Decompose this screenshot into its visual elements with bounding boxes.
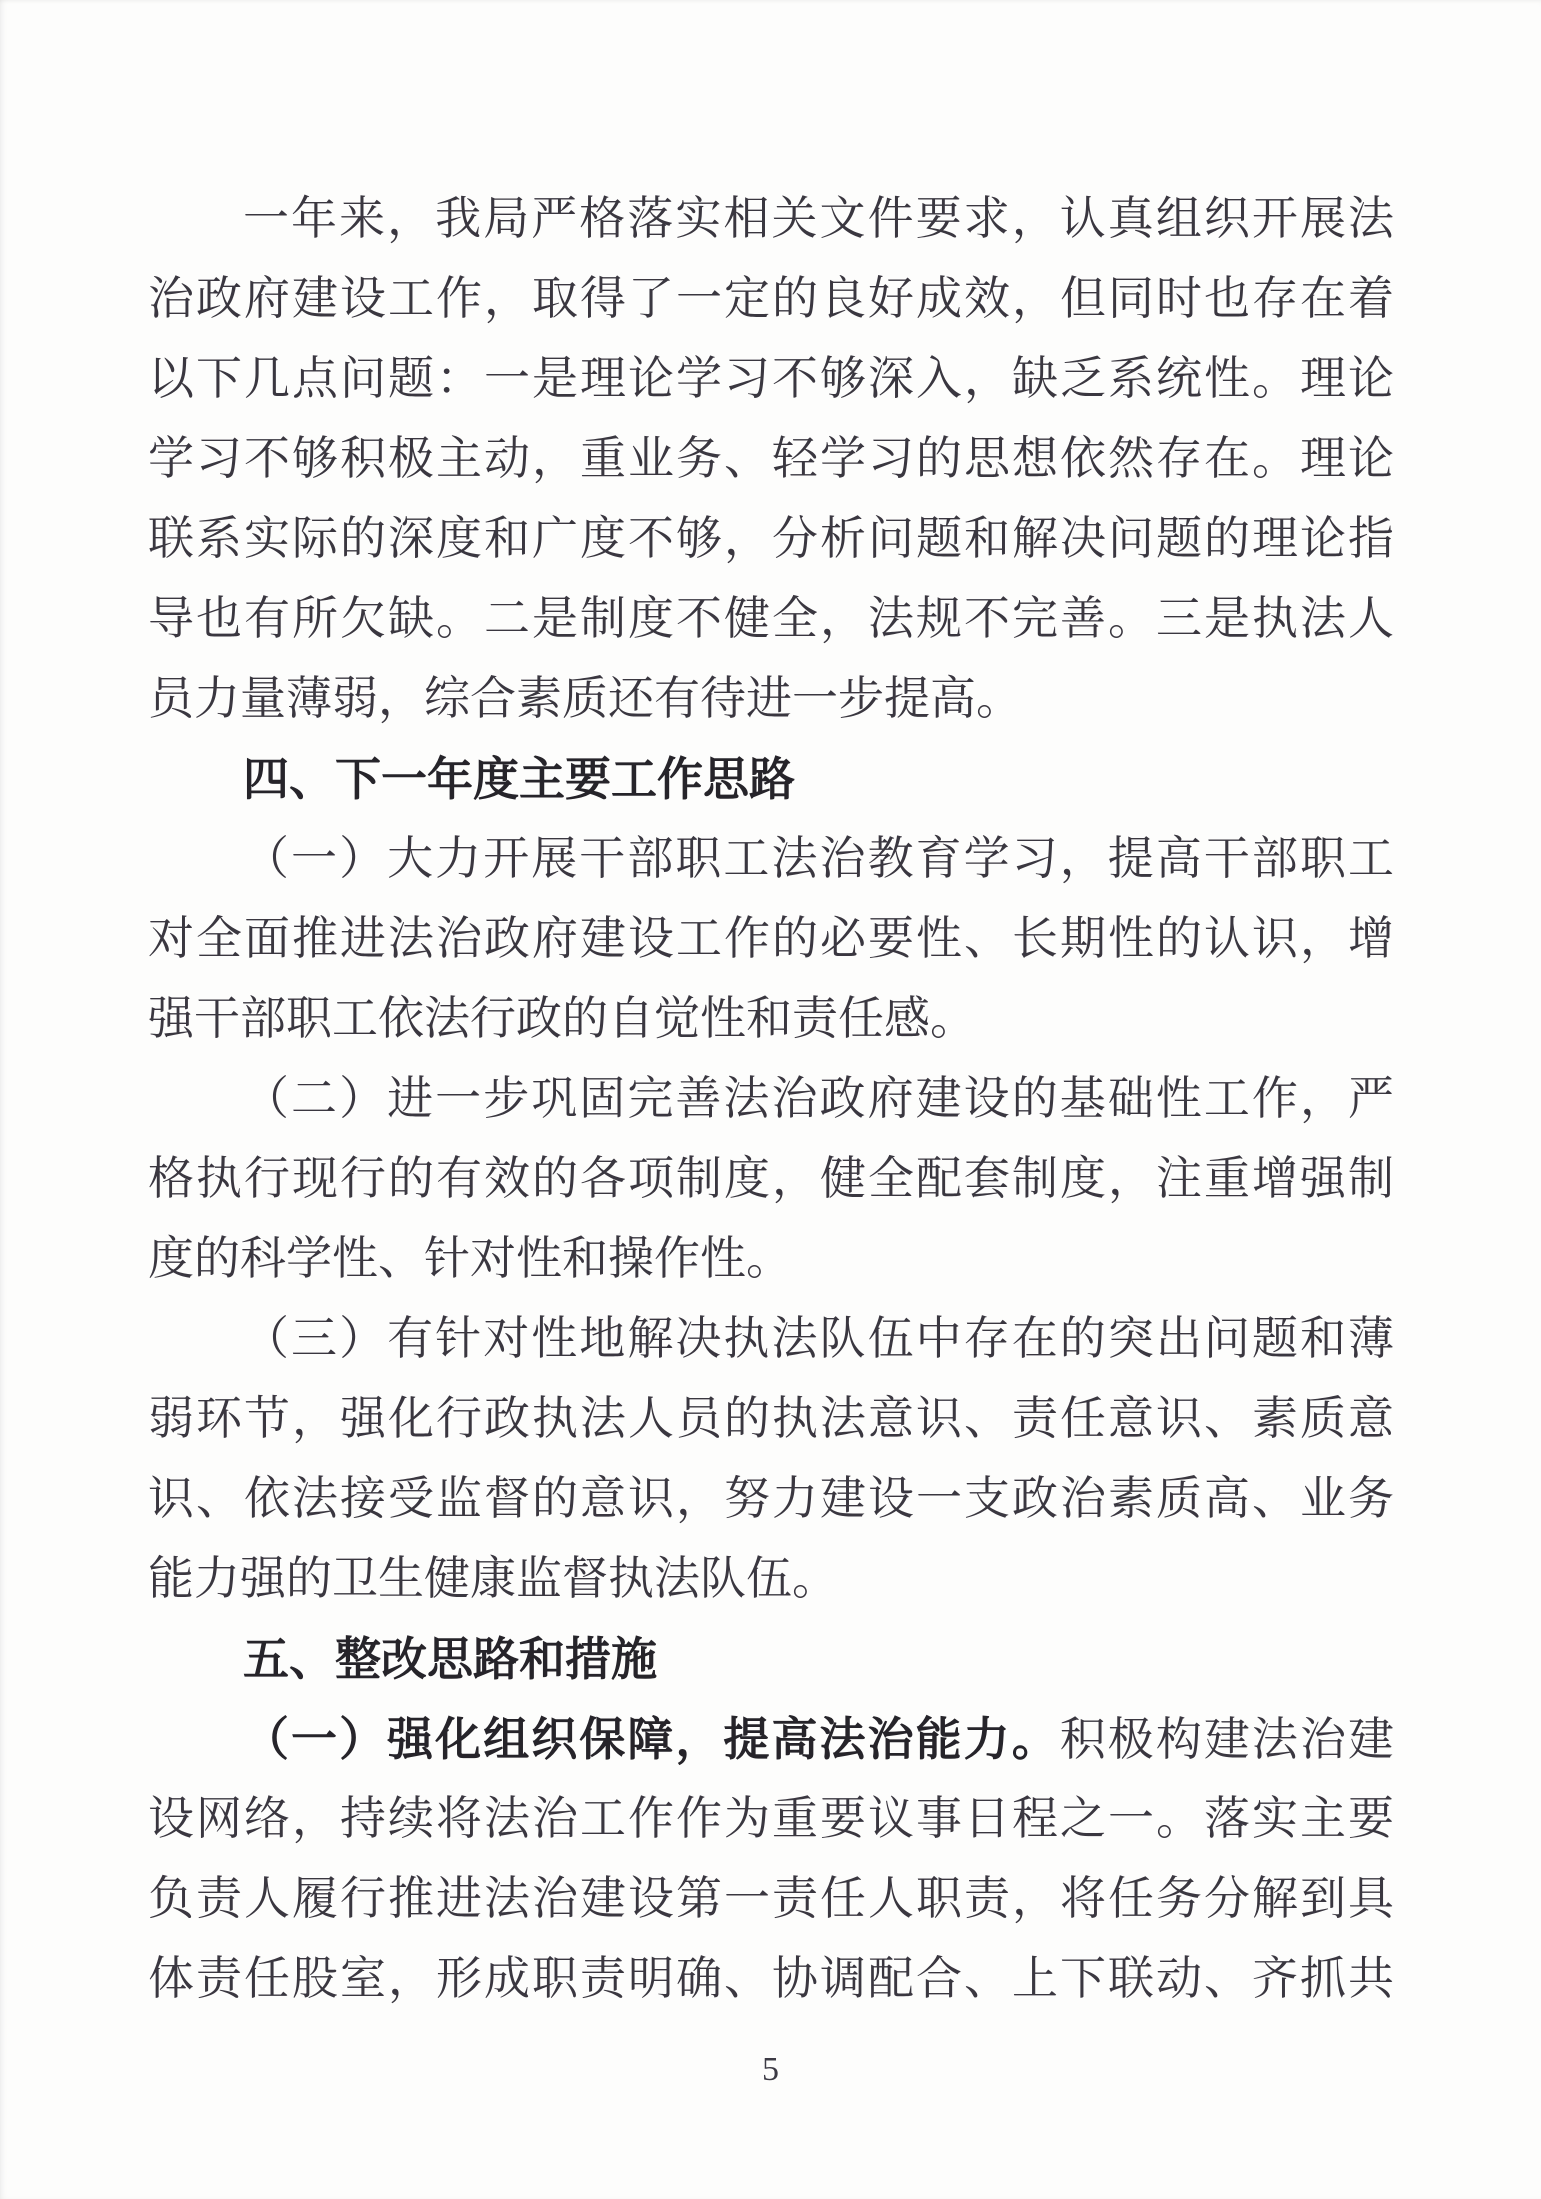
text-line: [148, 339, 1394, 419]
text-line: [148, 179, 1394, 259]
text-run: 弱环节，强化行政执法人员的执法意识、责任意识、素质意: [148, 1393, 1394, 1444]
text-line: [148, 979, 1394, 1059]
text-run: 负责人履行推进法治建设第一责任人职责，将任务分解到具: [148, 1873, 1394, 1924]
text-line: [148, 499, 1394, 579]
text-run: 格执行现行的有效的各项制度，健全配套制度，注重增强制: [148, 1153, 1394, 1204]
text-run: 导也有所欠缺。二是制度不健全，法规不完善。三是执法人: [148, 593, 1394, 644]
text-line: [148, 1859, 1394, 1939]
text-line: [148, 259, 1394, 339]
text-line: [148, 659, 1394, 739]
text-run: 学习不够积极主动，重业务、轻学习的思想依然存在。理论: [148, 433, 1394, 484]
text-line: [148, 1939, 1394, 2019]
text-line: [148, 1059, 1394, 1139]
text-line: [148, 1779, 1394, 1859]
text-run: （二）进一步巩固完善法治政府建设的基础性工作，严: [243, 1073, 1394, 1124]
bold-text-run: 五、整改思路和措施: [243, 1633, 657, 1685]
document-body: [148, 179, 1394, 2019]
text-line: [148, 419, 1394, 499]
text-run: 治政府建设工作，取得了一定的良好成效，但同时也存在着: [148, 273, 1394, 324]
text-run: 体责任股室，形成职责明确、协调配合、上下联动、齐抓共: [148, 1953, 1394, 2004]
page-number: 5: [762, 2051, 779, 2088]
text-run: 能力强的卫生健康监督执法队伍。: [148, 1553, 838, 1604]
text-line: [148, 1459, 1394, 1539]
section-heading: [148, 739, 1394, 819]
text-run: （一）大力开展干部职工法治教育学习，提高干部职工: [243, 833, 1394, 884]
bold-text-run: 四、下一年度主要工作思路: [243, 753, 795, 805]
section-heading: [148, 1619, 1394, 1699]
bold-text-run: （一）强化组织保障，提高法治能力。: [243, 1713, 1060, 1765]
text-line: [148, 1139, 1394, 1219]
text-run: 设网络，持续将法治工作作为重要议事日程之一。落实主要: [148, 1793, 1394, 1844]
text-line: [148, 1219, 1394, 1299]
text-line: [148, 1299, 1394, 1379]
text-run: 以下几点问题：一是理论学习不够深入，缺乏系统性。理论: [148, 353, 1394, 404]
text-line: [148, 819, 1394, 899]
text-run: 联系实际的深度和广度不够，分析问题和解决问题的理论指: [148, 513, 1394, 564]
text-run: 对全面推进法治政府建设工作的必要性、长期性的认识，增: [148, 913, 1394, 964]
text-run: 识、依法接受监督的意识，努力建设一支政治素质高、业务: [148, 1473, 1394, 1524]
text-run: 一年来，我局严格落实相关文件要求，认真组织开展法: [243, 193, 1394, 244]
text-run: 度的科学性、针对性和操作性。: [148, 1233, 792, 1284]
text-line: [148, 1539, 1394, 1619]
text-run: 员力量薄弱，综合素质还有待进一步提高。: [148, 673, 1022, 724]
text-line: [148, 579, 1394, 659]
text-run: 积极构建法治建: [1059, 1714, 1395, 1765]
text-line: [148, 1699, 1394, 1779]
text-run: （三）有针对性地解决执法队伍中存在的突出问题和薄: [243, 1313, 1394, 1364]
text-line: [148, 1379, 1394, 1459]
text-line: [148, 899, 1394, 979]
text-run: 强干部职工依法行政的自觉性和责任感。: [148, 993, 976, 1044]
